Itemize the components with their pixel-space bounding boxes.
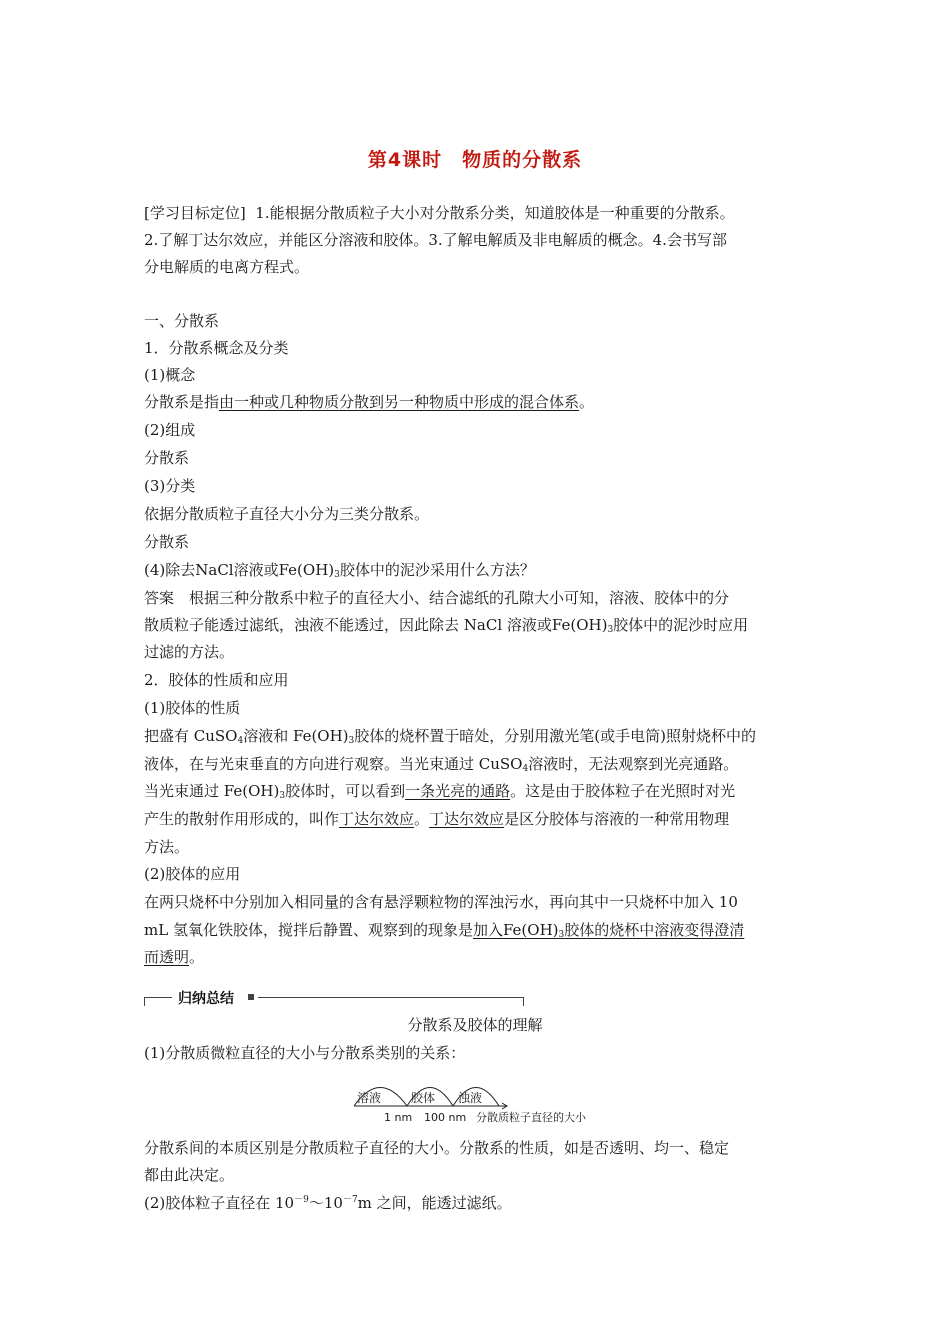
answer-line-1: 答案 根据三种分散系中粒子的直径大小、结合滤纸的孔隙大小可知，溶液、胶体中的分 (144, 589, 730, 607)
paragraph: (1)分散质微粒直径的大小与分散系类别的关系： (144, 1044, 466, 1062)
category-label: 胶体 (411, 1091, 436, 1105)
objectives-line-3: 分电解质的电离方程式。 (144, 258, 310, 276)
paragraph: 分散系 (144, 533, 190, 551)
item-heading: (3)分类 (144, 477, 196, 495)
objectives-line-1: [学习目标定位] 1.能根据分散质粒子大小对分散系分类，知道胶体是一种重要的分散系。 (144, 204, 735, 222)
item-heading: (1)胶体的性质 (144, 699, 241, 717)
paragraph: 分散系间的本质区别是分散质粒子直径的大小。分散系的性质，如是否透明、均一、稳定 (144, 1139, 730, 1157)
category-label: 溶液 (357, 1091, 382, 1105)
paragraph: 在两只烧杯中分别加入相同量的含有悬浮颗粒物的浑浊污水，再向其中一只烧杯中加入 10 (144, 893, 738, 911)
tick-label: 1 nm (384, 1111, 413, 1124)
paragraph: 而透明。 (144, 948, 205, 966)
paragraph: 分散系是指由一种或几种物质分散到另一种物质中形成的混合体系。 (144, 393, 595, 411)
objectives-line-2: 2.了解丁达尔效应，并能区分溶液和胶体。3.了解电解质及非电解质的概念。4.会书写部 (144, 231, 727, 249)
subsection-heading: 1．分散系概念及分类 (144, 339, 289, 357)
paragraph: 依据分散质粒子直径大小分为三类分散系。 (144, 505, 430, 523)
paragraph: 液体，在与光束垂直的方向进行观察。当光束通过 CuSO$_4$溶液时，无法观察到光亮通路。 (144, 755, 739, 774)
paragraph: 产生的散射作用形成的，叫作丁达尔效应。丁达尔效应是区分胶体与溶液的一种常用物理 (144, 810, 730, 828)
answer-underline: 由一种或几种物质分散到另一种物质中形成的混合体系 (219, 393, 580, 411)
paragraph: 都由此决定。 (144, 1166, 235, 1184)
answer-line-3: 过滤的方法。 (144, 643, 235, 661)
axis-label: 分散质粒子直径的大小 (476, 1111, 586, 1124)
answer-line-2: 散质粒子能透过滤纸，浊液不能透过，因此除去 NaCl 溶液或$Fe(OH)_3$胶体中的泥沙时应用 (144, 616, 749, 635)
summary-heading: 分散系及胶体的理解 (407, 1016, 543, 1034)
paragraph: mL 氢氧化铁胶体，搅拌后静置、观察到的现象是加入$Fe(OH)_3$胶体的烧杯中溶液变得澄清 (144, 921, 745, 940)
item-heading: (1)概念 (144, 366, 196, 384)
objectives-label: [学习目标定位] (144, 204, 246, 222)
tick-label: 100 nm (424, 1111, 467, 1124)
paragraph: 方法。 (144, 838, 190, 856)
summary-label: 归纳总结 (178, 991, 234, 1007)
summary-header-bar (144, 988, 524, 1010)
answer-underline: 丁达尔效应 (429, 810, 505, 828)
section-heading: 一、分散系 (144, 312, 220, 330)
subsection-heading: 2．胶体的性质和应用 (144, 671, 289, 689)
item-heading: (2)胶体的应用 (144, 865, 241, 883)
paragraph: 把盛有 CuSO$_4$溶液和 $Fe(OH)_3$胶体的烧杯置于暗处，分别用激光笔(或手电筒)照射烧杯中的 (144, 727, 756, 746)
paragraph: (2)胶体粒子直径在 $10^{-9}\sim 10^{-7}m$ 之间，能透过滤纸。 (144, 1194, 512, 1212)
bar-square-icon (248, 994, 254, 1000)
category-label: 浊液 (458, 1091, 483, 1105)
dispersion-diagram (352, 1073, 612, 1129)
answer-underline: 一条光亮的通路 (405, 782, 511, 800)
bar-end-mark (523, 997, 524, 1006)
answer-underline: 而透明 (144, 948, 190, 966)
bar-tail-line (258, 997, 524, 998)
answer-underline: 丁达尔效应 (339, 810, 415, 828)
paragraph: 分散系 (144, 449, 190, 467)
bar-end-mark (144, 997, 145, 1006)
bar-lead-line (144, 997, 172, 998)
item-heading: (2)组成 (144, 421, 196, 439)
answer-underline: 加入$Fe(OH)_3$胶体的烧杯中溶液变得澄清 (472, 921, 745, 940)
question: (4)除去NaCl溶液或$Fe(OH)_3$胶体中的泥沙采用什么方法？ (144, 561, 535, 580)
paragraph: 当光束通过 $Fe(OH)_3$胶体时，可以看到一条光亮的通路。这是由于胶体粒子在光照时对光 (144, 782, 736, 801)
page-title: 第4课时 物质的分散系 (367, 149, 583, 171)
